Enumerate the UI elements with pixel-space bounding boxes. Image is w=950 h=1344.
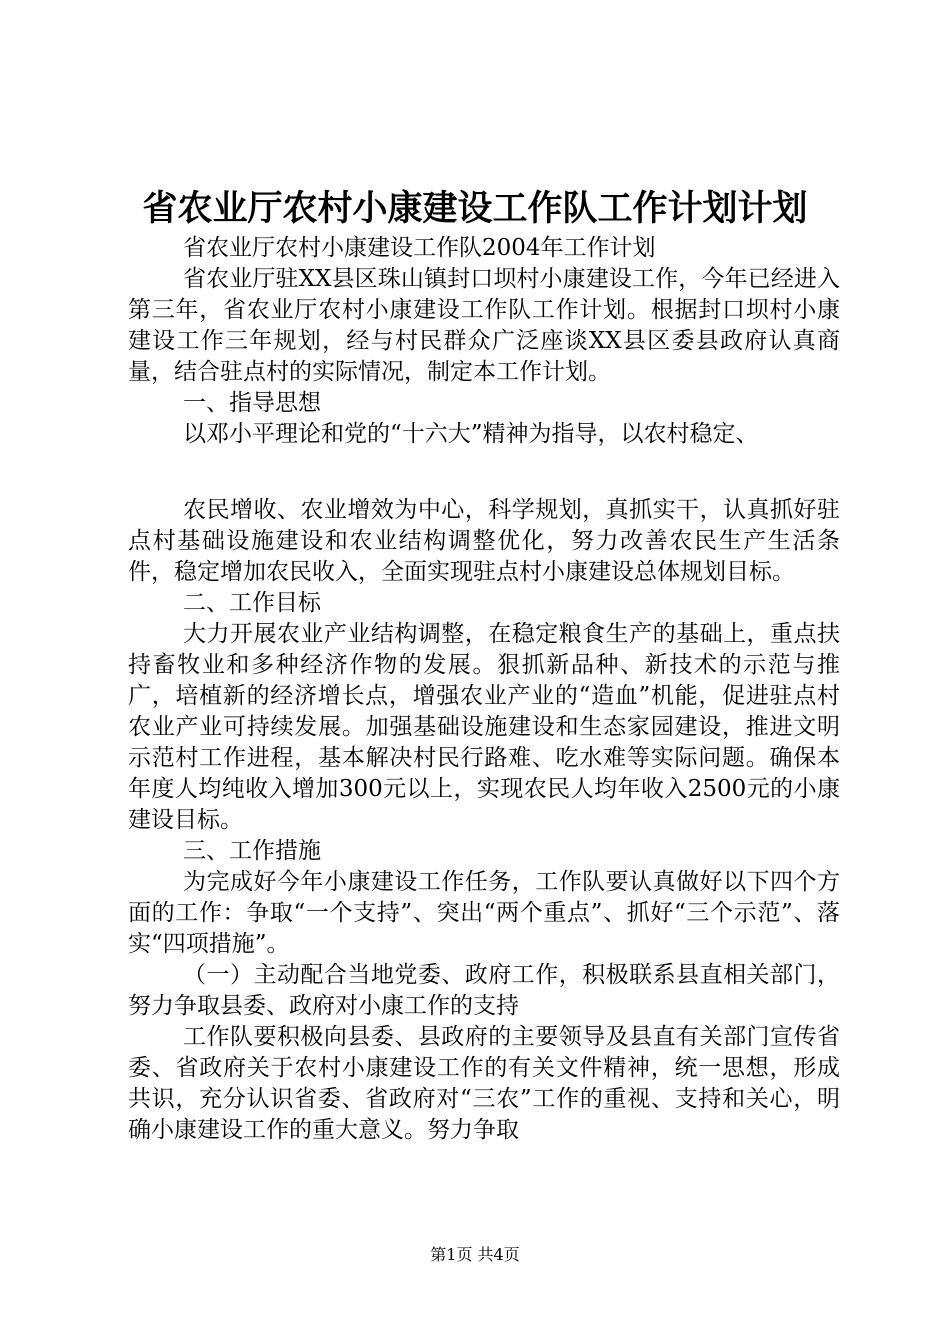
paragraph-gap	[128, 450, 840, 495]
guiding-ideology-paragraph-2: 农民增收、农业增效为中心，科学规划，真抓实干，认真抓好驻点村基础设施建设和农业结构调整优化，努力改善农民生产生活条件，稳定增加农民收入，全面实现驻点村小康建设总体规划目标。	[128, 497, 840, 585]
document-body	[128, 233, 840, 1146]
document-subtitle: 省农业厅农村小康建设工作队2004年工作计划	[183, 235, 656, 261]
document-title: 省农业厅农村小康建设工作队工作计划计划	[142, 188, 808, 229]
section-heading-guiding-ideology: 一、指导思想	[183, 390, 321, 416]
subsection-1-paragraph: 工作队要积极向县委、县政府的主要领导及县直有关部门宣传省委、省政府关于农村小康建设工作的有关文件精神，统一思想，形成共识，充分认识省委、省政府对“三农”工作的重视、支持和关心，明确小康建设工作的重大意义。努力争取	[128, 1024, 840, 1143]
work-goals-paragraph: 大力开展农业产业结构调整，在稳定粮食生产的基础上，重点扶持畜牧业和多种经济作物的发展。狠抓新品种、新技术的示范与推广，培植新的经济增长点，增强农业产业的“造血”机能，促进驻点村农业产业可持续发展。加强基础设施建设和生态家园建设，推进文明示范村工作进程，基本解决村民行路难、吃水难等实际问题。确保本年度人均纯收入增加300元以上，实现农民人均年收入2500元的小康建设目标。	[128, 621, 840, 833]
subsection-heading-1: （一）主动配合当地党委、政府工作，积极联系县直相关部门，努力争取县委、政府对小康工作的支持	[128, 962, 840, 1019]
page-number-footer: 第1页 共4页	[430, 1245, 520, 1264]
section-heading-work-measures: 三、工作措施	[183, 838, 321, 864]
intro-paragraph: 省农业厅驻XX县区珠山镇封口坝村小康建设工作，今年已经进入第三年，省农业厅农村小康建设工作队工作计划。根据封口坝村小康建设工作三年规划，经与村民群众广泛座谈XX县区委县政府认真商量，结合驻点村的实际情况，制定本工作计划。	[128, 266, 840, 385]
work-measures-paragraph: 为完成好今年小康建设工作任务，工作队要认真做好以下四个方面的工作：争取“一个支持”、突出“两个重点”、抓好“三个示范”、落实“四项措施”。	[128, 869, 840, 957]
guiding-ideology-paragraph-1: 以邓小平理论和党的“十六大”精神为指导，以农村稳定、	[183, 421, 759, 447]
section-heading-work-goals: 二、工作目标	[183, 590, 321, 616]
